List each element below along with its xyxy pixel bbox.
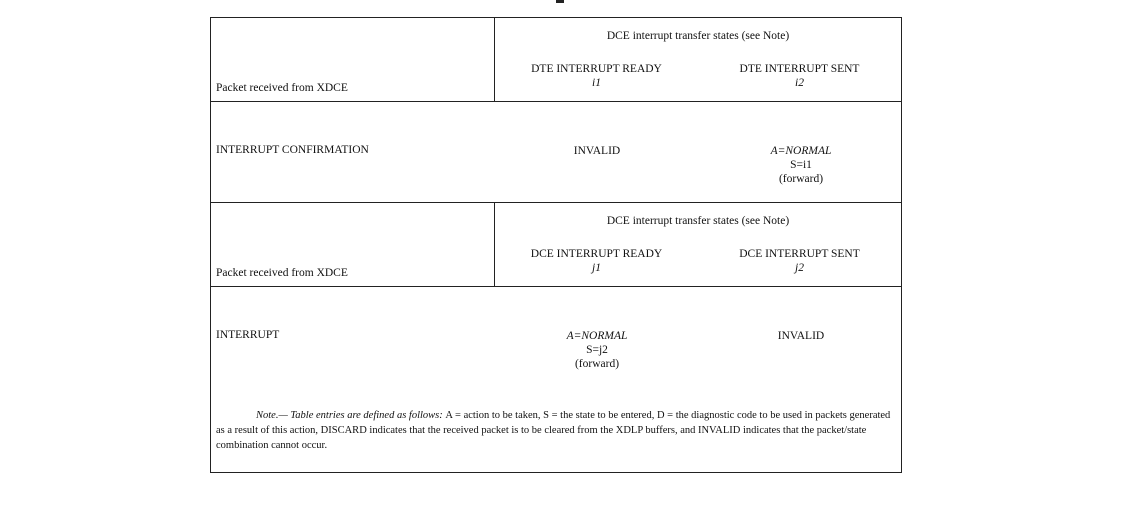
section2-span-title: DCE interrupt transfer states (see Note) [606, 215, 790, 227]
section1-cell2-action: A=NORMAL [770, 145, 832, 157]
section2-cell1-state: S=j2 [586, 344, 608, 356]
section1-col2-header [698, 62, 901, 90]
section2-col2-header [698, 247, 901, 275]
section2-state-columns [495, 203, 901, 286]
section1-row [211, 102, 901, 203]
section2-row-label: INTERRUPT [216, 329, 280, 341]
section2-cell2: INVALID [777, 330, 825, 342]
section1-col1-name: DTE INTERRUPT READY [531, 63, 662, 75]
section2-cell1-forward: (forward) [574, 358, 620, 370]
section2-cell1 [495, 329, 699, 371]
section2-col1-name: DCE INTERRUPT READY [530, 248, 663, 260]
table-note-body: A = action to be taken, S = the state to be entered, D = the diagnostic code to be used in packets generated as a result of this action, DISCARD indicates that the received packet is to be cleared from the XDLP buffers, and INVALID indicates that the packet/state combination cannot occur. [216, 410, 891, 451]
section1-cell2-state: S=i1 [790, 159, 812, 171]
table-note [216, 408, 893, 453]
section1-col1-header [495, 62, 698, 90]
section1-col2-name: DTE INTERRUPT SENT [739, 63, 860, 75]
page-crop-mark [556, 0, 564, 3]
section2-row-header-label: Packet received from XDCE [216, 267, 348, 279]
section2-col2-state: j2 [795, 262, 804, 274]
table-note-lead: Note.— Table entries are defined as follows: [256, 410, 446, 421]
section1-col1-state: i1 [592, 77, 601, 89]
section1-cell2 [699, 144, 903, 186]
section2-col1-header [495, 247, 698, 275]
section1-header [211, 18, 901, 102]
state-table [210, 17, 902, 473]
section2-header [211, 203, 901, 287]
section1-cell1: INVALID [573, 145, 621, 157]
section2-cell1-action: A=NORMAL [566, 330, 628, 342]
section1-state-columns [495, 18, 901, 101]
section1-col2-state: i2 [795, 77, 804, 89]
section1-row-header-label: Packet received from XDCE [216, 82, 348, 94]
section2-col2-name: DCE INTERRUPT SENT [739, 248, 860, 260]
section2-row [211, 287, 901, 472]
section2-row-header-cell [211, 203, 495, 286]
section1-row-label: INTERRUPT CONFIRMATION [216, 144, 369, 156]
section1-cell2-forward: (forward) [778, 173, 824, 185]
section1-row-header-cell [211, 18, 495, 101]
section1-span-title: DCE interrupt transfer states (see Note) [606, 30, 790, 42]
section2-col1-state: j1 [592, 262, 601, 274]
